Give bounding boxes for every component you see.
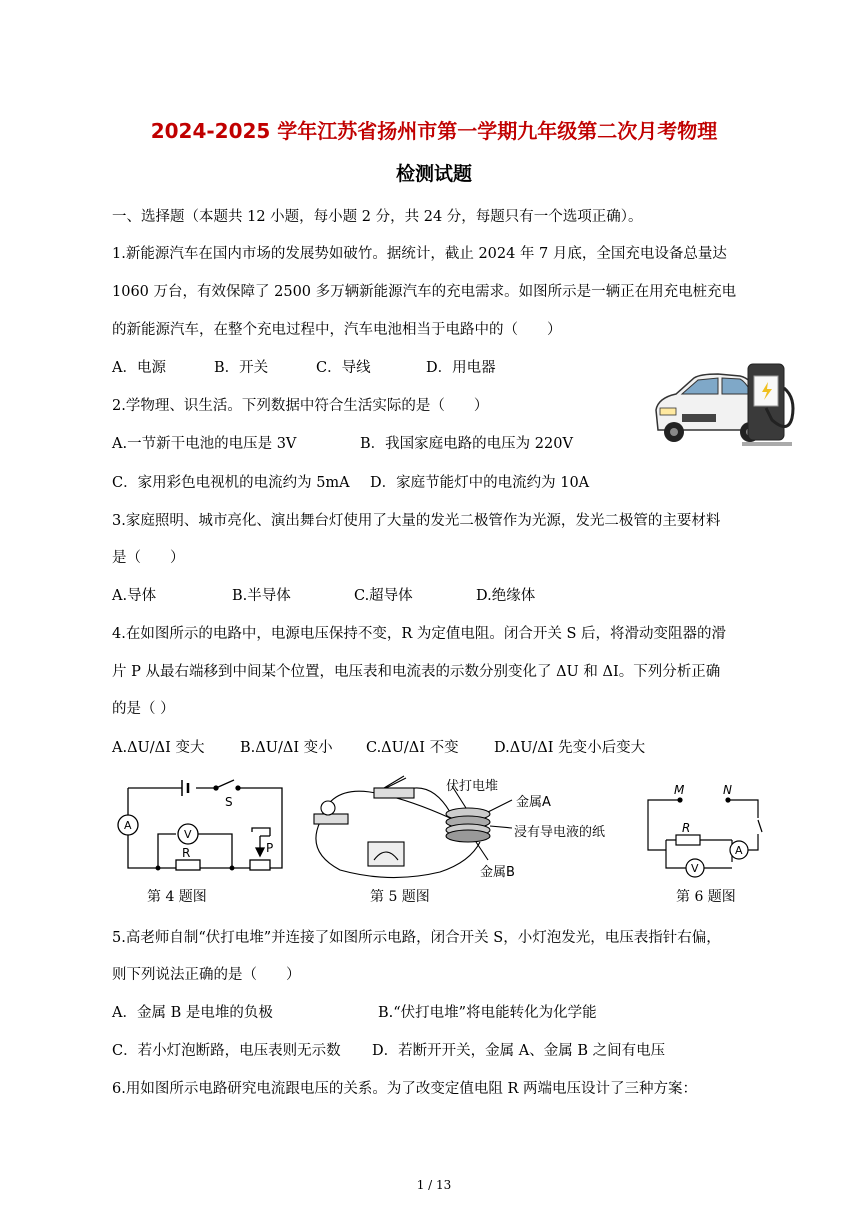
fig6-label-v: V <box>691 862 699 875</box>
fig5-label-metal-b: 金属B <box>480 865 515 880</box>
fig6-label-r: R <box>682 821 691 835</box>
question-4-line-3: 的是（ ） <box>112 701 175 717</box>
figure-5-caption: 第 5 题图 <box>370 889 430 905</box>
q4-option-d: D.ΔU/ΔI 先变小后变大 <box>494 740 646 756</box>
figure-6-circuit <box>642 778 770 884</box>
q3-option-c: C.超导体 <box>354 588 413 604</box>
question-3-line-2: 是（ ） <box>112 550 185 566</box>
fig4-label-r: R <box>182 846 191 860</box>
question-2-stem: 2.学物理、识生活。下列数据中符合生活实际的是（ ） <box>112 398 489 414</box>
q3-option-a: A.导体 <box>112 588 157 604</box>
q2-option-d: D．家庭节能灯中的电流约为 10A <box>370 475 590 491</box>
fig6-label-a: A <box>735 844 743 857</box>
q4-option-b: B.ΔU/ΔI 变小 <box>240 740 333 756</box>
question-1-line-2: 1060 万台，有效保障了 2500 多万辆新能源汽车的充电需求。如图所示是一辆正在用充电桩充电 <box>112 284 737 300</box>
q4-option-c: C.ΔU/ΔI 不变 <box>366 740 459 756</box>
section-heading: 一、选择题（本题共 12 小题，每小题 2 分，共 24 分，每题只有一个选项正确）。 <box>112 209 643 225</box>
fig5-label-paper: 浸有导电液的纸 <box>514 825 606 840</box>
q1-option-c: C．导线 <box>316 360 371 376</box>
figure-5-voltaic-pile <box>300 772 640 884</box>
figure-6-caption: 第 6 题图 <box>676 889 736 905</box>
q5-option-c: C．若小灯泡断路，电压表则无示数 <box>112 1043 341 1059</box>
fig6-label-n: N <box>723 783 732 797</box>
q4-option-a: A.ΔU/ΔI 变大 <box>112 740 205 756</box>
fig4-label-v: V <box>184 828 192 841</box>
q5-option-d: D．若断开开关，金属 A、金属 B 之间有电压 <box>372 1043 666 1059</box>
question-1-line-1: 1.新能源汽车在国内市场的发展势如破竹。据统计，截止 2024 年 7 月底，全国充电设备总量达 <box>112 246 727 262</box>
q1-option-a: A．电源 <box>112 360 166 376</box>
figure-4-caption: 第 4 题图 <box>147 889 207 905</box>
question-4-line-2: 片 P 从最右端移到中间某个位置，电压表和电流表的示数分别变化了 ΔU 和 ΔI。下列分析正确 <box>112 664 721 680</box>
q1-option-b: B．开关 <box>214 360 269 376</box>
fig6-label-m: M <box>674 783 685 797</box>
question-4-line-1: 4.在如图所示的电路中，电源电压保持不变，R 为定值电阻。闭合开关 S 后，将滑动变阻器的滑 <box>112 626 727 642</box>
q2-option-a: A.一节新干电池的电压是 3V <box>112 436 297 452</box>
q1-option-d: D．用电器 <box>426 360 496 376</box>
question-3-line-1: 3.家庭照明、城市亮化、演出舞台灯使用了大量的发光二极管作为光源，发光二极管的主要材料 <box>112 513 721 529</box>
fig5-label-metal-a: 金属A <box>516 795 551 810</box>
question-5-line-1: 5.高老师自制“伏打电堆”并连接了如图所示电路，闭合开关 S，小灯泡发光，电压表指针右偏， <box>112 930 721 946</box>
page-number: 1 / 13 <box>416 1178 452 1192</box>
fig4-label-p: P <box>266 841 274 855</box>
fig5-label-pile: 伏打电堆 <box>446 779 499 794</box>
question-5-line-2: 则下列说法正确的是（ ） <box>112 967 301 983</box>
q5-option-a: A．金属 B 是电堆的负极 <box>112 1005 273 1021</box>
charging-car-illustration <box>648 358 798 450</box>
q5-option-b: B.“伏打电堆”将电能转化为化学能 <box>378 1005 597 1021</box>
question-6-stem: 6.用如图所示电路研究电流跟电压的关系。为了改变定值电阻 R 两端电压设计了三种方案： <box>112 1081 697 1097</box>
document-title: 2024-2025 学年江苏省扬州市第一学期九年级第二次月考物理 <box>150 119 718 143</box>
fig4-label-a: A <box>124 819 132 832</box>
q2-option-b: B．我国家庭电路的电压为 220V <box>360 436 573 452</box>
figure-4-circuit <box>112 772 292 884</box>
question-1-line-3: 的新能源汽车，在整个充电过程中，汽车电池相当于电路中的（ ） <box>112 322 562 338</box>
document-subtitle: 检测试题 <box>395 163 472 185</box>
q2-option-c: C．家用彩色电视机的电流约为 5mA <box>112 475 350 491</box>
q3-option-d: D.绝缘体 <box>476 588 536 604</box>
q3-option-b: B.半导体 <box>232 588 291 604</box>
fig4-label-s: S <box>225 795 233 809</box>
